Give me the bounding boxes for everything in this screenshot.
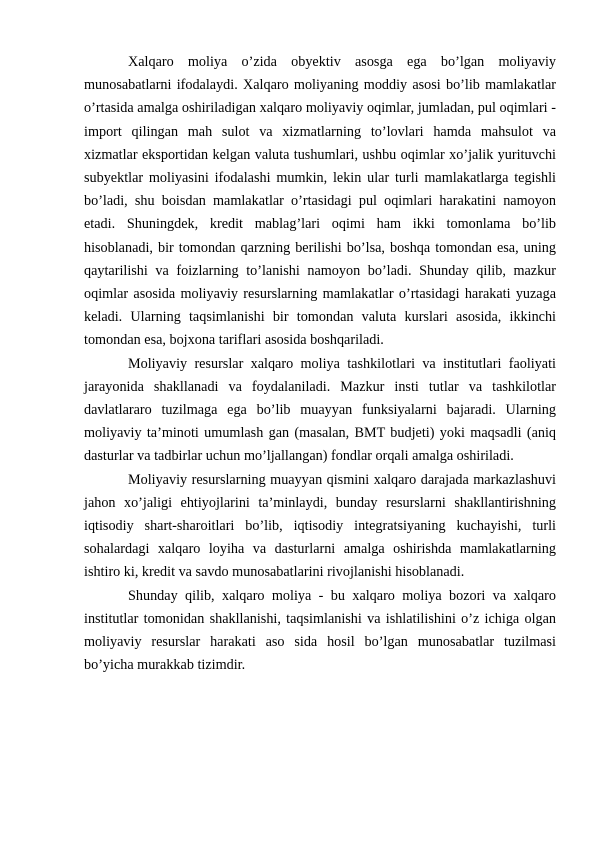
- document-page: [84, 51, 556, 677]
- paragraph-financial-resources-institutions: Moliyaviy resurslar xalqaro moliya tashkilotlari va institutlari faoliyati jarayonida shakllanadi va foydalaniladi. Mazkur insti tutlar va tashkilotlar davlatlararo tuzilmaga ega bo’lib muayyan funksiyalarni bajaradi. Ularning moliyaviy ta’minoti umumlash gan (masalan, BMT budjeti) yoki maqsadli (aniq dasturlar va tadbirlar uchun mo’ljallangan) fondlar orqali amalga oshiriladi.: [84, 355, 556, 465]
- paragraph-conclusion: Shunday qilib, xalqaro moliya - bu xalqaro moliya bozori va xalqaro institutlar tomonidan shakllanishi, taqsimlanishi va ishlatilishini o’z ichiga olgan moliyaviy resurslar harakati aso sida hosil bo’lgan munosabatlar tuzilmasi bo’yicha murakkab tizimdir.: [84, 587, 556, 674]
- paragraph-international-finance-definition: Xalqaro moliya o’zida obyektiv asosga ega bo’lgan moliyaviy munosabatlarni ifodalaydi. Xalqaro moliyaning moddiy asosi bo’lib mamlakatlar o’rtasida amalga oshiriladigan xalqaro moliyaviy oqimlar, jumladan, pul oqimlari - import qilingan mah sulot va xizmatlarning to’lovlari hamda mahsulot va xizmatlar eksportidan kelgan valuta tushumlari, ushbu oqimlar xo’jalik yurituvchi subyektlar moliyasini ifodalashi mumkin, lekin ular turli mamlakatlarga tegishli bo’ladi, shu boisdan mamlakatlar o’rtasidagi pul oqimlari harakatini namoyon etadi. Shuningdek, kredit mablag’lari oqimi ham ikki tomonlama bo’lib hisoblanadi, bir tomondan qarzning berilishi bo’lsa, boshqa tomondan esa, uning qaytarilishi va foizlarning to’lanishi namoyon bo’ladi. Shunday qilib, mazkur oqimlar asosida moliyaviy resurslarning mamlakatlar o’rtasidagi harakati yuzaga keladi. Ularning taqsimlanishi bir tomondan valuta kurslari asosida, ikkinchi tomondan esa, bojxona tariflari asosida boshqariladi.: [84, 54, 556, 349]
- paragraph-resource-centralization: Moliyaviy resurslarning muayyan qismini xalqaro darajada markazlashuvi jahon xo’jaligi ehtiyojlarini ta’minlaydi, bunday resurslarni shakllantirishning iqtisodiy shart-sharoitlari bo’lib, iqtisodiy integratsiyaning kuchayishi, turli sohalardagi xalqaro loyiha va dasturlarni amalga oshirishda mamlakatlarning ishtiro ki, kredit va savdo munosabatlarini rivojlanishi hisoblanadi.: [84, 471, 556, 581]
